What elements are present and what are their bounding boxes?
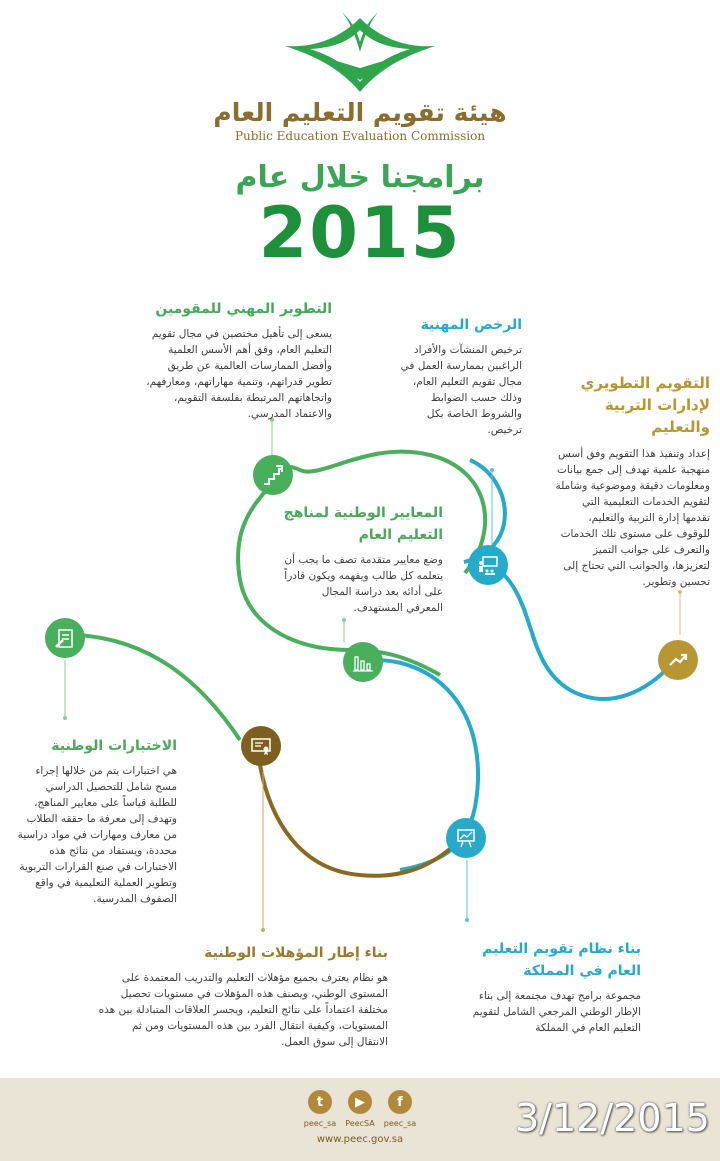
program-dev-eval-body: إعداد وتنفيذ هذا التقويم وفق أسس منهجية علمية تهدف إلى جمع بيانات ومعلومات دقيقة وموضوعية وشاملة لتقويم الخدمات التعليمية التي تقدمها إدارة التربية والتعليم، للوقوف على مستوى تلك الخدمات والتعرف على جوانب التميز لتعزيزها، والجوانب التي تحتاج إلى تحسين وتطوير.	[555, 448, 710, 588]
program-national-tests-title: الاختبارات الوطنية	[51, 738, 177, 754]
program-licenses-body: ترخيص المنشآت والأفراد الراغبين بممارسة العمل في مجال تقويم التعليم العام، وذلك حسب الضوابط والشروط الخاصة بكل ترخيص.	[400, 344, 522, 436]
program-qualifications-title: بناء إطار المؤهلات الوطنية	[204, 945, 388, 961]
program-national-tests-body: هي اختبارات يتم من خلالها إجراء مسح شامل للتحصيل الدراسي للطلبة قياساً على معايير المناهج، وتهدف إلى معرفة ما حققه الطلاب من معارف ومهارات في مواد دراسية محددة، ويستفاد من نتائج هذه الاختبارات في صنع القرارات التربوية وتطوير العملية التعليمية في واقع الصفوف المدرسية.	[17, 765, 177, 905]
date-stamp: 3/12/2015	[515, 1096, 710, 1140]
program-standards	[283, 502, 443, 616]
twitter-label: peec_sa	[303, 1119, 337, 1128]
program-eval-system-title: بناء نظام تقويم التعليم العام في المملكة	[482, 941, 641, 979]
facebook-icon[interactable]: f	[388, 1090, 412, 1114]
page-subtitle: برامجنا خلال عام	[235, 160, 485, 195]
website-link[interactable]: www.peec.gov.sa	[316, 1134, 404, 1145]
program-dev-eval-title: التقويم التطويري لإدارات التربية والتعليم	[580, 374, 710, 436]
program-standards-title: المعايير الوطنية لمناهج التعليم العام	[283, 505, 443, 543]
page-year: 2015	[258, 192, 462, 274]
program-prof-dev-body: يسعى إلى تأهيل مختصين في مجال تقويم التعليم العام، وفق أهم الأسس العلمية وأفضل الممارسات العالمية عن طريق تطوير قدراتهم، وتنمية مهاراتهم، ومعارفهم، واتجاهاتهم المرتبطة بفلسفة التقويم، والاعتماد المدرسي.	[146, 328, 332, 420]
org-name-en: Public Education Evaluation Commission	[234, 129, 486, 143]
facebook-label: peec_sa	[383, 1119, 417, 1128]
twitter-icon[interactable]: t	[308, 1090, 332, 1114]
board-icon	[446, 818, 486, 858]
certificate-icon	[241, 726, 281, 766]
youtube-icon[interactable]: ▶	[348, 1090, 372, 1114]
program-eval-system	[458, 938, 641, 1036]
presentation-icon	[468, 545, 508, 585]
stairs-icon	[253, 455, 293, 495]
bar-chart-icon	[343, 642, 383, 682]
program-qualifications	[98, 942, 388, 1050]
program-standards-body: وضع معايير متقدمة تصف ما يجب أن يتعلمه كل طالب ويفهمه ويكون قادراً على أدائه بعد دراسة المجال المعرفي المستهدف.	[284, 554, 443, 614]
org-name-ar: هيئة تقويم التعليم العام	[213, 98, 507, 127]
checklist-icon	[45, 618, 85, 658]
trend-up-icon	[658, 640, 698, 680]
program-prof-dev	[140, 298, 332, 422]
program-licenses-title: الرخص المهنية	[420, 317, 522, 333]
program-dev-eval	[555, 372, 710, 590]
program-eval-system-body: مجموعة برامج تهدف مجتمعة إلى بناء الإطار الوطني المرجعي الشامل لتقويم التعليم العام في المملكة	[472, 990, 641, 1034]
program-prof-dev-title: التطوير المهني للمقومين	[155, 301, 332, 317]
youtube-label: PeecSA	[345, 1119, 375, 1128]
program-qualifications-body: هو نظام يعترف بجميع مؤهلات التعليم والتدريب المعتمدة على المستوى الوطني، ويصنف هذه المؤهلات في مستويات تحصيل مختلفة اعتماداً على نتائج التعليم، ويجسر العلاقات المتبادلة بين هذه المستويات، وكيفية انتقال الفرد بين هذه المستويات ومن ثم الانتقال إلى سوق العمل.	[98, 972, 388, 1048]
program-national-tests	[15, 735, 177, 907]
program-licenses	[400, 314, 522, 438]
